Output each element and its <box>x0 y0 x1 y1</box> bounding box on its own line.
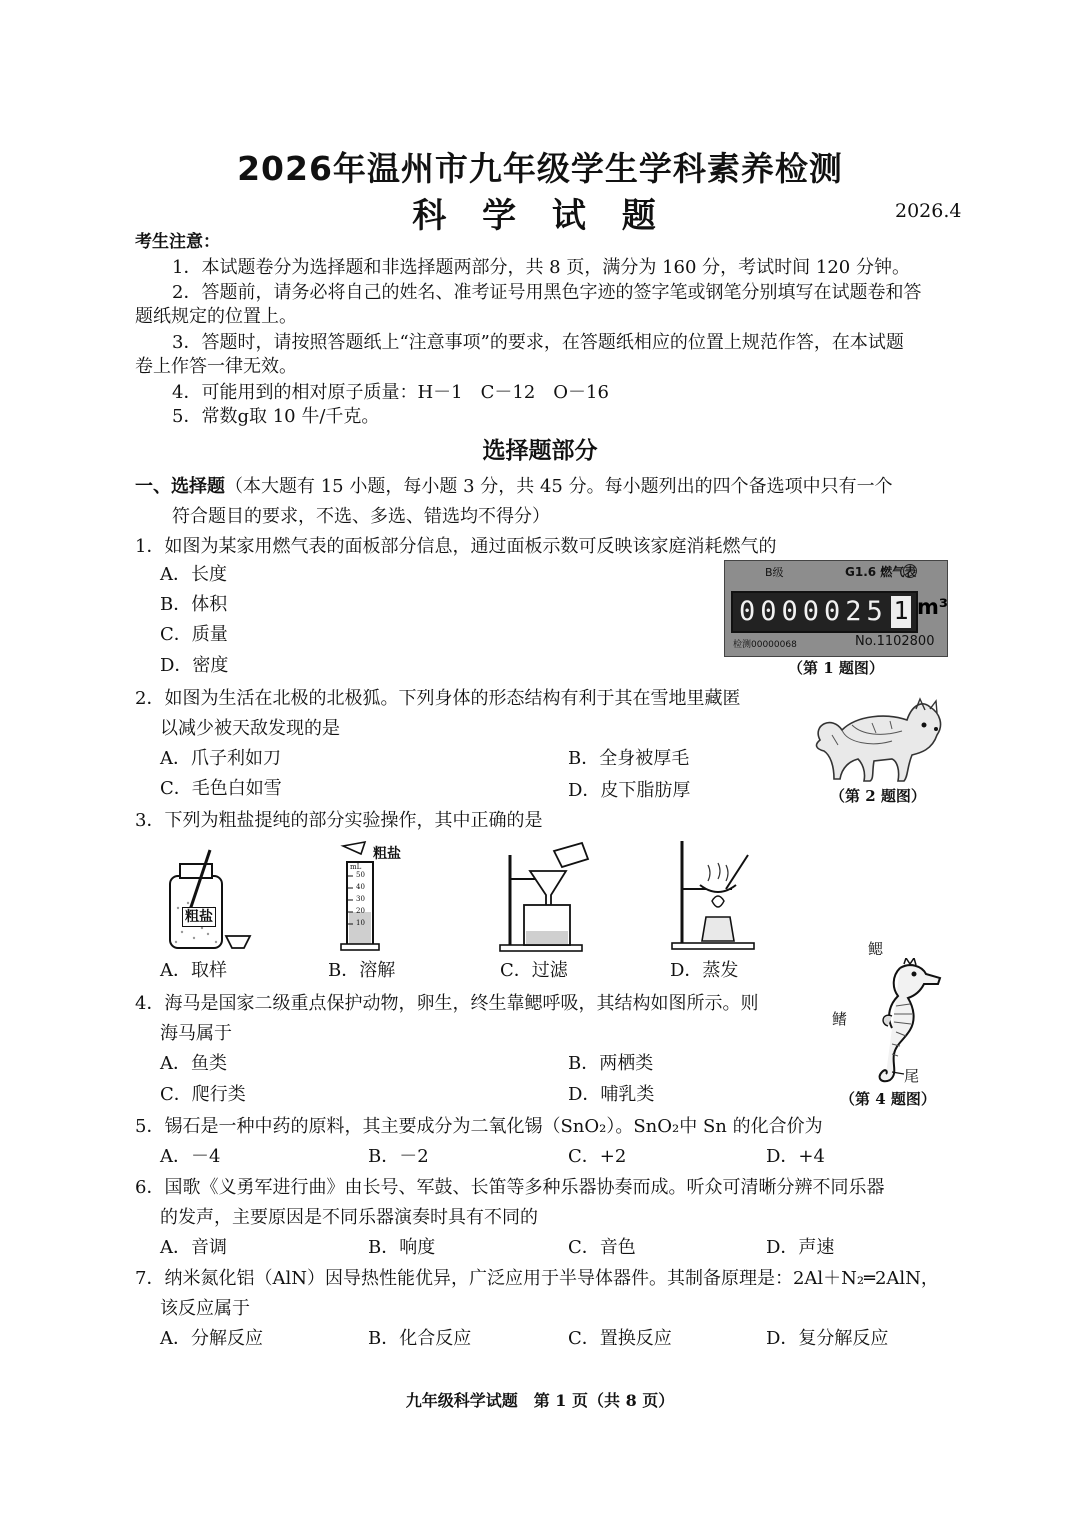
notice-item-1: 1．本试题卷分为选择题和非选择题两部分，共 8 页，满分为 160 分，考试时间 120 分钟。 <box>172 257 910 278</box>
q3-stem: 3．下列为粗盐提纯的部分实验操作，其中正确的是 <box>135 810 543 831</box>
notice-item-2-cont: 题纸规定的位置上。 <box>135 306 297 327</box>
q1-option-c: C．质量 <box>160 624 228 645</box>
meter-grade: B级 <box>765 566 784 579</box>
jar-label: 粗盐 <box>182 907 216 927</box>
q4-option-d: D．哺乳类 <box>568 1084 655 1105</box>
q2-stem: 2．如图为生活在北极的北极狐。下列身体的形态结构有利于其在雪地里藏匿 <box>135 688 741 709</box>
meter-display <box>731 591 918 633</box>
q2-option-c: C．毛色白如雪 <box>160 778 282 799</box>
page-footer: 九年级科学试题 第 1 页（共 8 页） <box>405 1391 675 1410</box>
q7-stem-cont: 该反应属于 <box>160 1298 250 1319</box>
notice-item-5: 5．常数g取 10 牛/千克。 <box>172 406 380 427</box>
q5-option-c: C．+2 <box>568 1146 627 1167</box>
cylinder-unit: mL <box>350 863 362 871</box>
notice-item-4: 4．可能用到的相对原子质量：H－1 C－12 O－16 <box>172 382 609 403</box>
exam-subject-title: 科 学 试 题 <box>412 196 668 236</box>
q6-option-c: C．音色 <box>568 1237 636 1258</box>
q7-option-d: D．复分解反应 <box>766 1328 889 1349</box>
cylinder-tick: 30 <box>356 895 365 903</box>
q5-stem: 5．锡石是一种中药的原料，其主要成分为二氧化锡（SnO₂）。SnO₂中 Sn 的化合价为 <box>135 1116 823 1137</box>
q3-option-a: A．取样 <box>160 960 227 981</box>
seahorse-label-gill: 鳃 <box>868 940 884 958</box>
q4-option-b: B．两栖类 <box>568 1053 654 1074</box>
q6-stem: 6．国歌《义勇军进行曲》由长号、军鼓、长笛等多种乐器协奏而成。听众可清晰分辨不同乐器 <box>135 1177 885 1198</box>
apparatus-evaporation <box>668 835 760 955</box>
cylinder-label: 粗盐 <box>373 846 401 862</box>
meter-last-digit: 1 <box>891 596 911 628</box>
gas-meter-figure <box>724 560 948 657</box>
exam-title: 2026年温州市九年级学生学科素养检测 <box>237 149 843 188</box>
notice-item-2: 2．答题前，请务必将自己的姓名、准考证号用黑色字迹的签字笔或钢笔分别填写在试题卷和答 <box>172 282 922 303</box>
section-title: 选择题部分 <box>482 438 598 464</box>
q4-figure-caption: （第 4 题图） <box>840 1090 936 1108</box>
q1-figure-caption: （第 1 题图） <box>788 659 884 677</box>
seahorse-label-fin: 鳍 <box>832 1010 848 1028</box>
meter-model: G1.6 燃气表 <box>845 565 917 579</box>
meter-reading: 0000025 <box>739 596 888 627</box>
q1-option-b: B．体积 <box>160 594 228 615</box>
q1-option-a: A．长度 <box>160 564 227 585</box>
q7-stem: 7．纳米氮化铝（AlN）因导热性能优异，广泛应用于半导体器件。其制备原理是：2Al＋N₂═2AlN， <box>135 1268 939 1289</box>
q3-option-b: B．溶解 <box>328 960 396 981</box>
notice-heading: 考生注意： <box>135 232 220 252</box>
q2-stem-cont: 以减少被天敌发现的是 <box>160 718 340 739</box>
notice-item-3-cont: 卷上作答一律无效。 <box>135 356 297 377</box>
q7-option-c: C．置换反应 <box>568 1328 672 1349</box>
q6-option-d: D．声速 <box>766 1237 835 1258</box>
q7-option-a: A．分解反应 <box>160 1328 263 1349</box>
q4-stem-cont: 海马属于 <box>160 1023 232 1044</box>
q5-option-d: D．+4 <box>766 1146 825 1167</box>
cylinder-tick: 50 <box>356 871 365 879</box>
q6-stem-cont: 的发声，主要原因是不同乐器演奏时具有不同的 <box>160 1207 538 1228</box>
meter-serial-left: 检测00000068 <box>733 640 797 650</box>
q6-option-a: A．音调 <box>160 1237 227 1258</box>
notice-item-3: 3．答题时，请按照答题纸上“注意事项”的要求，在答题纸相应的位置上规范作答，在本试题 <box>172 332 904 353</box>
q2-option-a: A．爪子利如刀 <box>160 748 281 769</box>
apparatus-filtration <box>496 835 592 955</box>
q3-option-c: C．过滤 <box>500 960 568 981</box>
q4-option-c: C．爬行类 <box>160 1084 246 1105</box>
q3-option-d: D．蒸发 <box>670 960 739 981</box>
q2-figure-caption: （第 2 题图） <box>830 787 926 805</box>
cylinder-tick: 20 <box>356 907 365 915</box>
q7-option-b: B．化合反应 <box>368 1328 472 1349</box>
q4-option-a: A．鱼类 <box>160 1053 227 1074</box>
apparatus-sampling-jar <box>158 848 268 954</box>
arctic-fox-illustration <box>812 695 947 785</box>
q5-option-a: A．－4 <box>160 1146 221 1167</box>
q2-option-b: B．全身被厚毛 <box>568 748 690 769</box>
exam-date: 2026.4 <box>895 200 962 222</box>
q5-option-b: B．－2 <box>368 1146 429 1167</box>
meter-serial-right: No.1102800 <box>855 634 935 649</box>
seahorse-illustration <box>848 958 944 1088</box>
meter-logo-icon <box>903 564 917 578</box>
part1-heading: 一、选择题 <box>135 476 225 497</box>
cylinder-tick: 40 <box>356 883 365 891</box>
q4-stem: 4．海马是国家二级重点保护动物，卵生，终生靠鳃呼吸，其结构如图所示。则 <box>135 993 759 1014</box>
part1-description: （本大题有 15 小题，每小题 3 分，共 45 分。每小题列出的四个备选项中只有一个 <box>225 476 893 497</box>
seahorse-label-tail: 尾 <box>904 1067 920 1085</box>
q2-option-d: D．皮下脂肪厚 <box>568 780 691 801</box>
q1-stem: 1．如图为某家用燃气表的面板部分信息，通过面板示数可反映该家庭消耗燃气的 <box>135 536 777 557</box>
cylinder-tick: 10 <box>356 919 365 927</box>
meter-unit: m³ <box>917 595 949 619</box>
part1-description-cont: 符合题目的要求，不选、多选、错选均不得分） <box>172 506 550 527</box>
q1-option-d: D．密度 <box>160 655 229 676</box>
q6-option-b: B．响度 <box>368 1237 436 1258</box>
